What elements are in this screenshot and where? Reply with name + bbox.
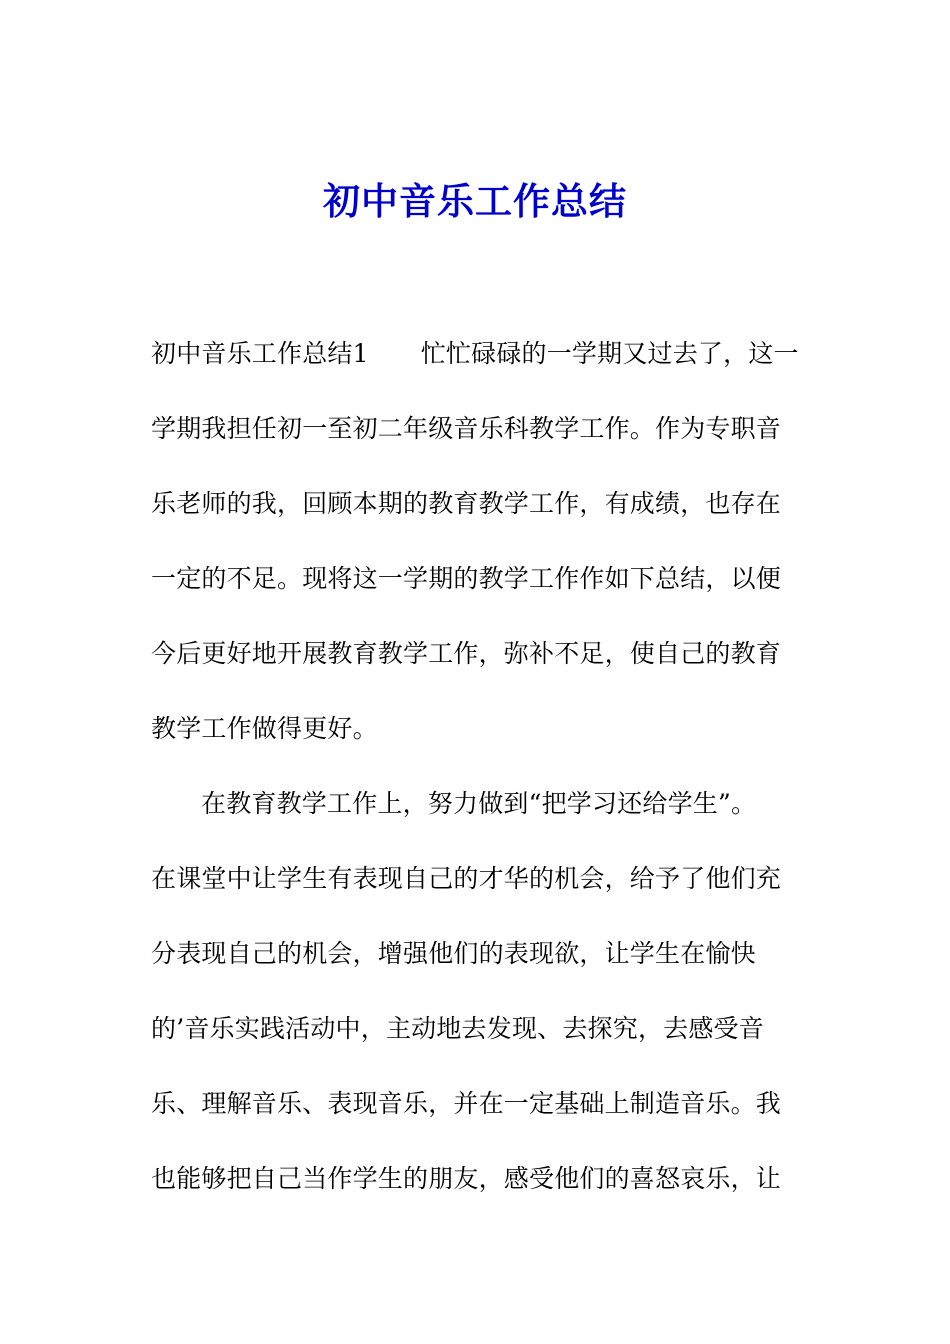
text-line-1: [151, 334, 821, 409]
text-line-6: 教学工作做得更好。: [151, 714, 378, 743]
line-text: 忙忙碌碌的一学期又过去了，这一: [420, 339, 799, 368]
document-body: [151, 334, 821, 1234]
text-line-9: 分表现自己的机会，增强他们的表现欲，让学生在愉快: [151, 939, 756, 968]
text-line-3: 乐老师的我，回顾本期的教育教学工作，有成绩，也存在: [151, 489, 782, 518]
text-line-12: 也能够把自己当作学生的朋友，感受他们的喜怒哀乐，让: [151, 1164, 782, 1193]
text-line-8: 在课堂中让学生有表现自己的才华的机会，给予了他们充: [151, 864, 782, 893]
text-line-7: 在教育教学工作上，努力做到“把学习还给学生”。: [201, 789, 757, 818]
text-line-5: 今后更好地开展教育教学工作，弥补不足，使自己的教育: [151, 639, 782, 668]
text-line-10: 的’音乐实践活动中，主动地去发现、去探究，去感受音: [151, 1014, 764, 1043]
section-label: 初中音乐工作总结1: [151, 339, 369, 368]
text-line-2: 学期我担任初一至初二年级音乐科教学工作。作为专职音: [151, 414, 782, 443]
text-line-11: 乐、理解音乐、表现音乐，并在一定基础上制造音乐。我: [151, 1089, 782, 1118]
document-title: 初中音乐工作总结: [323, 180, 627, 223]
text-line-4: 一定的不足。现将这一学期的教学工作作如下总结，以便: [151, 564, 782, 593]
